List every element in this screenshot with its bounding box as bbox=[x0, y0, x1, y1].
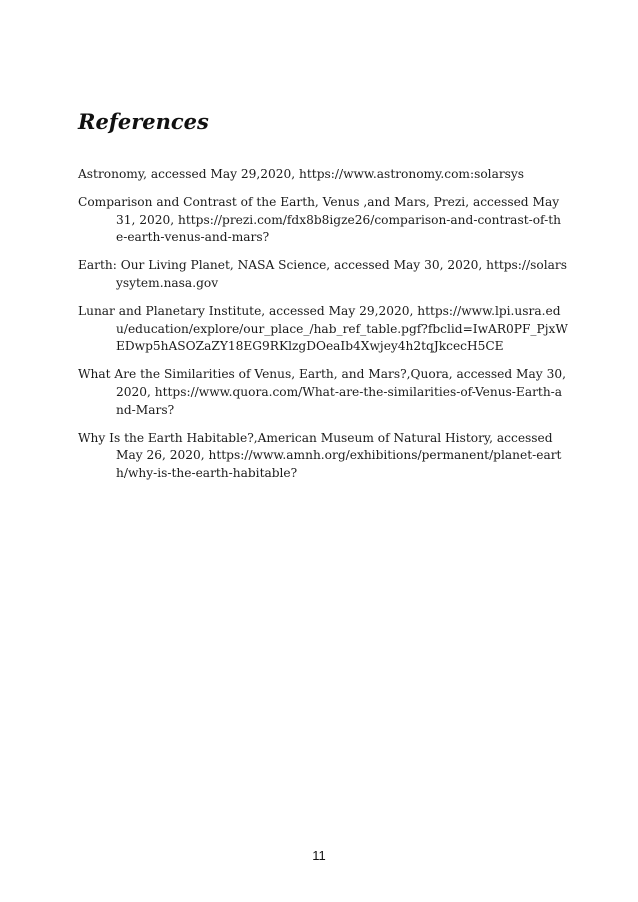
page-heading: References bbox=[78, 109, 209, 134]
page-number: 11 bbox=[312, 848, 326, 863]
reference-item-prezi: Comparison and Contrast of the Earth, Venus ,and Mars, Prezi, accessed May 31, 2020, https://prezi.com/fdx8b8igze26/comparison-and-contrast-of-the-earth-venus-and-mars? bbox=[78, 194, 561, 245]
reference-item-nasa: Earth: Our Living Planet, NASA Science, accessed May 30, 2020, https://solarsysytem.nasa.gov bbox=[78, 258, 567, 290]
reference-item-lpi: Lunar and Planetary Institute, accessed May 29,2020, https://www.lpi.usra.edu/education/explore/our_place_/hab_ref_table.pgf?fbclid=IwAR0PF_PjxWEDwp5hASOZaZY18EG9RKlzgDOeaIb4Xwjey4h2tqJkcecH5CE bbox=[78, 303, 568, 354]
reference-item-amnh: Why Is the Earth Habitable?,American Museum of Natural History, accessed May 26, 2020, https://www.amnh.org/exhibitions/permanent/planet-earth/why-is-the-earth-habitable? bbox=[78, 430, 562, 481]
reference-item-quora: What Are the Similarities of Venus, Earth, and Mars?,Quora, accessed May 30, 2020, https://www.quora.com/What-are-the-similarities-of-Venus-Earth-and-Mars? bbox=[78, 367, 566, 417]
reference-list bbox=[78, 166, 568, 493]
reference-item-astronomy: Astronomy, accessed May 29,2020, https://www.astronomy.com:solarsys bbox=[78, 167, 525, 181]
